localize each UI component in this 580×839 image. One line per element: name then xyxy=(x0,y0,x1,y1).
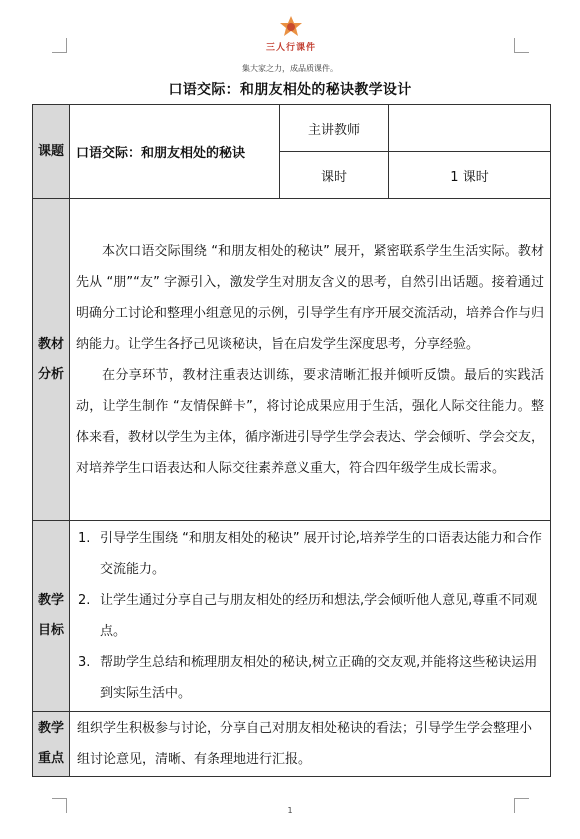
goals-content xyxy=(70,521,551,712)
topic-label: 课题 xyxy=(33,105,70,199)
key-text: 组织学生积极参与讨论，分享自己对朋友相处秘诀的看法；引导学生学会整理小组讨论意见，清晰、有条理地进行汇报。 xyxy=(77,721,533,767)
crop-mark-top-right xyxy=(514,38,529,53)
teacher-label: 主讲教师 xyxy=(280,105,389,152)
goal-item: 1. 引导学生围绕 “和朋友相处的秘诀” 展开讨论,培养学生的口语表达能力和合作交流能力。 xyxy=(78,531,542,577)
logo-emblem-icon xyxy=(271,14,311,40)
analysis-label: 教材分析 xyxy=(33,199,70,521)
crop-mark-top-left xyxy=(52,38,67,53)
page-title: 口语交际：和朋友相处的秘诀教学设计 xyxy=(168,82,412,98)
analysis-paragraph: 本次口语交际围绕 “和朋友相处的秘诀” 展开，紧密联系学生生活实际。教材先从 “朋”“友” 字源引入，激发学生对朋友含义的思考，自然引出话题。接着通过明确分工讨论和整理小组意见的示例，引导学生有序开展交流活动，培养合作与归纳能力。让学生各抒己见谈秘诀，旨在启发学生深度思考，分享经验。 xyxy=(76,243,545,352)
lesson-plan-table xyxy=(32,104,551,777)
period-label: 课时 xyxy=(280,152,389,199)
page-number: 1 xyxy=(287,806,293,815)
topic-row xyxy=(33,105,551,152)
goals-row xyxy=(33,521,551,712)
goal-item: 3. 帮助学生总结和梳理朋友相处的秘诀,树立正确的交友观,并能将这些秘诀运用到实际生活中。 xyxy=(78,655,538,701)
goals-list xyxy=(70,523,550,709)
key-label: 教学重点 xyxy=(33,712,70,777)
logo-text: 三人行课件 xyxy=(265,43,316,53)
analysis-content xyxy=(70,199,551,521)
key-row xyxy=(33,712,551,777)
key-content xyxy=(70,712,551,777)
goal-item: 2. 让学生通过分享自己与朋友相处的经历和想法,学会倾听他人意见,尊重不同观点。 xyxy=(78,593,538,639)
analysis-row xyxy=(33,199,551,521)
tagline: 集大家之力，成品质课件。 xyxy=(242,64,338,73)
period-value: 1 课时 xyxy=(389,152,551,199)
goals-label: 教学目标 xyxy=(33,521,70,712)
topic-value: 口语交际：和朋友相处的秘诀 xyxy=(70,105,280,199)
teacher-value xyxy=(389,105,551,152)
analysis-paragraph: 在分享环节，教材注重表达训练，要求清晰汇报并倾听反馈。最后的实践活动，让学生制作 “友情保鲜卡”，将讨论成果应用于生活，强化人际交往能力。整体来看，教材以学生为主体，循序渐进引导学生学会表达、学会倾听、学会交友，对培养学生口语表达和人际交往素养意义重大，符合四年级学生成长需求。 xyxy=(76,367,545,476)
logo xyxy=(246,14,336,53)
